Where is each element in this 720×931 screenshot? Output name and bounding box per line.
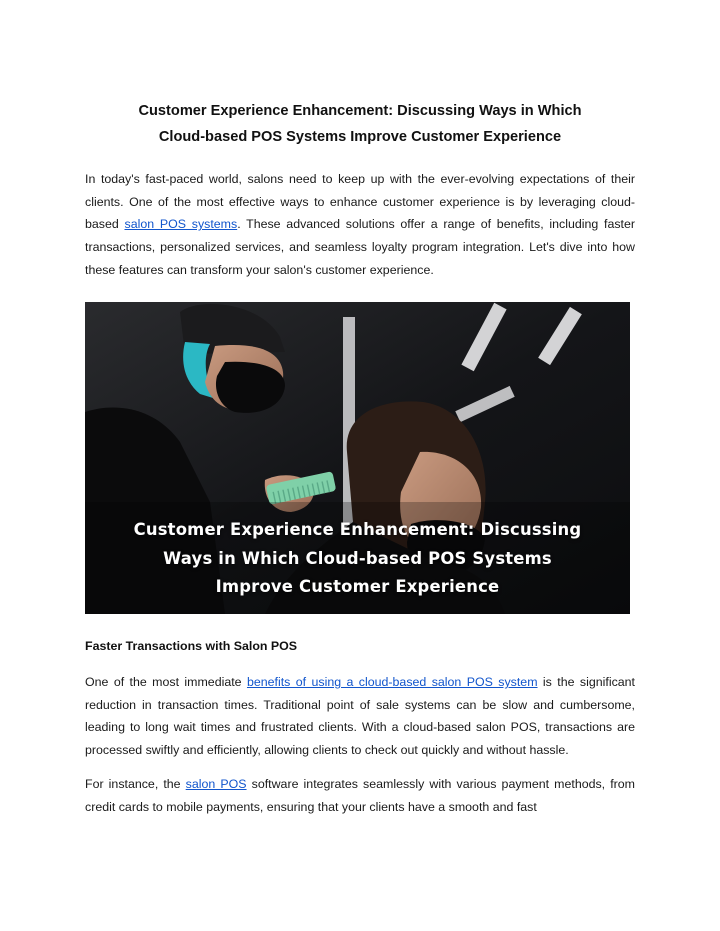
section-p2-text-end: software integrates seamlessly with various payment methods, from credit cards to mobile payments, ensuring that your clients have a smooth and fast	[85, 776, 635, 814]
section-p1-text-start: One of the most immediate	[85, 675, 247, 689]
section-faster-transactions	[85, 636, 635, 818]
hero-caption-line-1: Customer Experience Enhancement: Discussing	[133, 520, 582, 539]
salon-pos-link[interactable]: salon POS	[185, 776, 247, 791]
title-line-1: Customer Experience Enhancement: Discussing Ways in Which	[138, 103, 582, 119]
document-page	[85, 98, 635, 282]
section-p1-text-end: is the significant reduction in transaction times. Traditional point of sale systems can be slow and cumbersome, leading to long wait times and frustrated clients. With a cloud-based salon POS, transactions are processed swiftly and efficiently, allowing clients to check out quickly and without hassle.	[85, 675, 635, 758]
section-paragraph-2	[85, 773, 635, 818]
benefits-cloud-pos-link[interactable]: benefits of using a cloud-based salon POS system	[246, 675, 538, 689]
hero-caption-line-3: Improve Customer Experience	[215, 577, 500, 596]
title-line-2: Cloud-based POS Systems Improve Customer Experience	[158, 129, 562, 145]
document-title	[85, 98, 635, 150]
hero-caption	[85, 516, 630, 602]
intro-text-start: In today's fast-paced world, salons need to keep up with the ever-evolving expectations of their clients. One of the most effective ways to enhance customer experience is by leveraging cloud-based	[85, 172, 635, 232]
section-heading: Faster Transactions with Salon POS	[85, 639, 298, 653]
intro-paragraph	[85, 168, 635, 282]
intro-text-end: . These advanced solutions offer a range of benefits, including faster transactions, personalized services, and seamless loyalty program integration. Let's dive into how these features can transform your salon's customer experience.	[85, 217, 635, 277]
hero-image	[85, 302, 630, 614]
section-paragraph-1	[85, 671, 635, 762]
hero-caption-line-2: Ways in Which Cloud-based POS Systems	[163, 548, 552, 568]
salon-pos-systems-link[interactable]: salon POS systems	[124, 217, 238, 232]
section-p2-text-start: For instance, the	[85, 776, 186, 791]
